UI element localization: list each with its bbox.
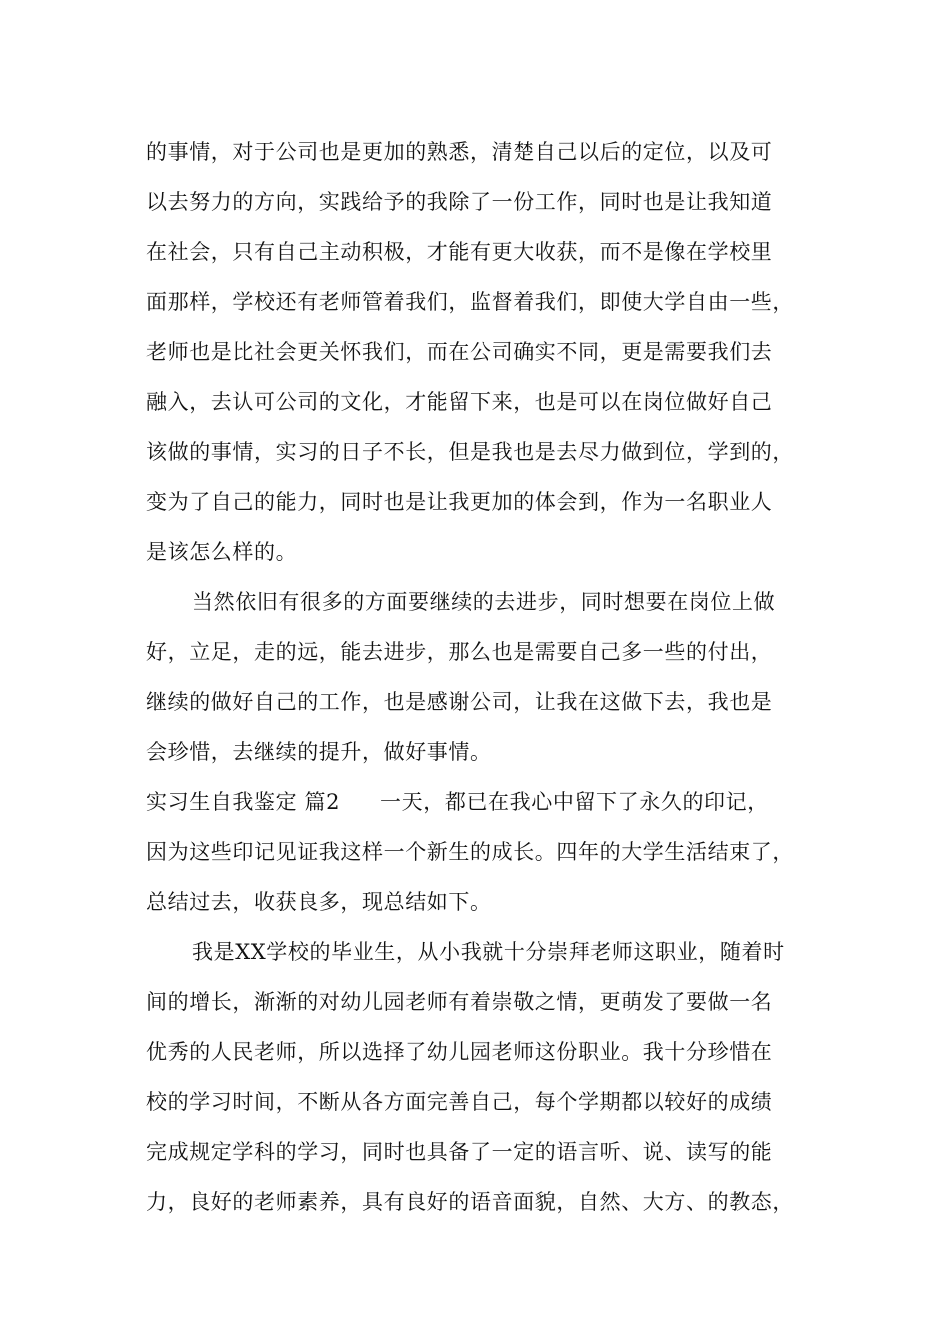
body-text-line: 总结过去，收获良多，现总结如下。: [146, 890, 492, 914]
body-text-line: 因为这些印记见证我这样一个新生的成长。四年的大学生活结束了，: [146, 840, 794, 864]
section-first-text: 一天，都已在我心中留下了永久的印记，: [380, 790, 769, 814]
body-text-line: 面那样，学校还有老师管着我们，监督着我们，即使大学自由一些，: [146, 290, 794, 314]
body-text-line: 会珍惜，去继续的提升，做好事情。: [146, 740, 492, 764]
body-text-line: 以去努力的方向，实践给予的我除了一份工作，同时也是让我知道: [146, 190, 773, 214]
section-heading: 实习生自我鉴定 篇2: [146, 790, 341, 814]
section-heading-line: [146, 785, 826, 819]
body-text-line: 是该怎么样的。: [146, 540, 298, 564]
body-text-line: 老师也是比社会更关怀我们，而在公司确实不同，更是需要我们去: [146, 340, 773, 364]
body-text-line: 的事情，对于公司也是更加的熟悉，清楚自己以后的定位，以及可: [146, 140, 773, 164]
body-text-line: 继续的做好自己的工作，也是感谢公司，让我在这做下去，我也是: [146, 690, 773, 714]
body-text-line: 在社会，只有自己主动积极，才能有更大收获，而不是像在学校里: [146, 240, 773, 264]
body-text-line: 融入，去认可公司的文化，才能留下来，也是可以在岗位做好自己: [146, 390, 773, 414]
body-text-line: 校的学习时间，不断从各方面完善自己，每个学期都以较好的成绩: [146, 1090, 773, 1114]
body-text-line: 该做的事情，实习的日子不长，但是我也是去尽力做到位，学到的，: [146, 440, 794, 464]
body-text-line: 优秀的人民老师，所以选择了幼儿园老师这份职业。我十分珍惜在: [146, 1040, 773, 1064]
body-text-line: 力，良好的老师素养，具有良好的语音面貌，自然、大方、的教态，: [146, 1190, 794, 1214]
body-text-line: 完成规定学科的学习，同时也具备了一定的语言听、说、读写的能: [146, 1140, 773, 1164]
body-text-line: 好，立足，走的远，能去进步，那么也是需要自己多一些的付出，: [146, 640, 773, 664]
body-text-line: 间的增长，渐渐的对幼儿园老师有着崇敬之情，更萌发了要做一名: [146, 990, 773, 1014]
body-text-line: 变为了自己的能力，同时也是让我更加的体会到，作为一名职业人: [146, 490, 773, 514]
paragraph-first-line: 当然依旧有很多的方面要继续的去进步，同时想要在岗位上做: [192, 590, 776, 614]
paragraph-first-line: 我是XX学校的毕业生，从小我就十分崇拜老师这职业，随着时: [192, 940, 785, 964]
